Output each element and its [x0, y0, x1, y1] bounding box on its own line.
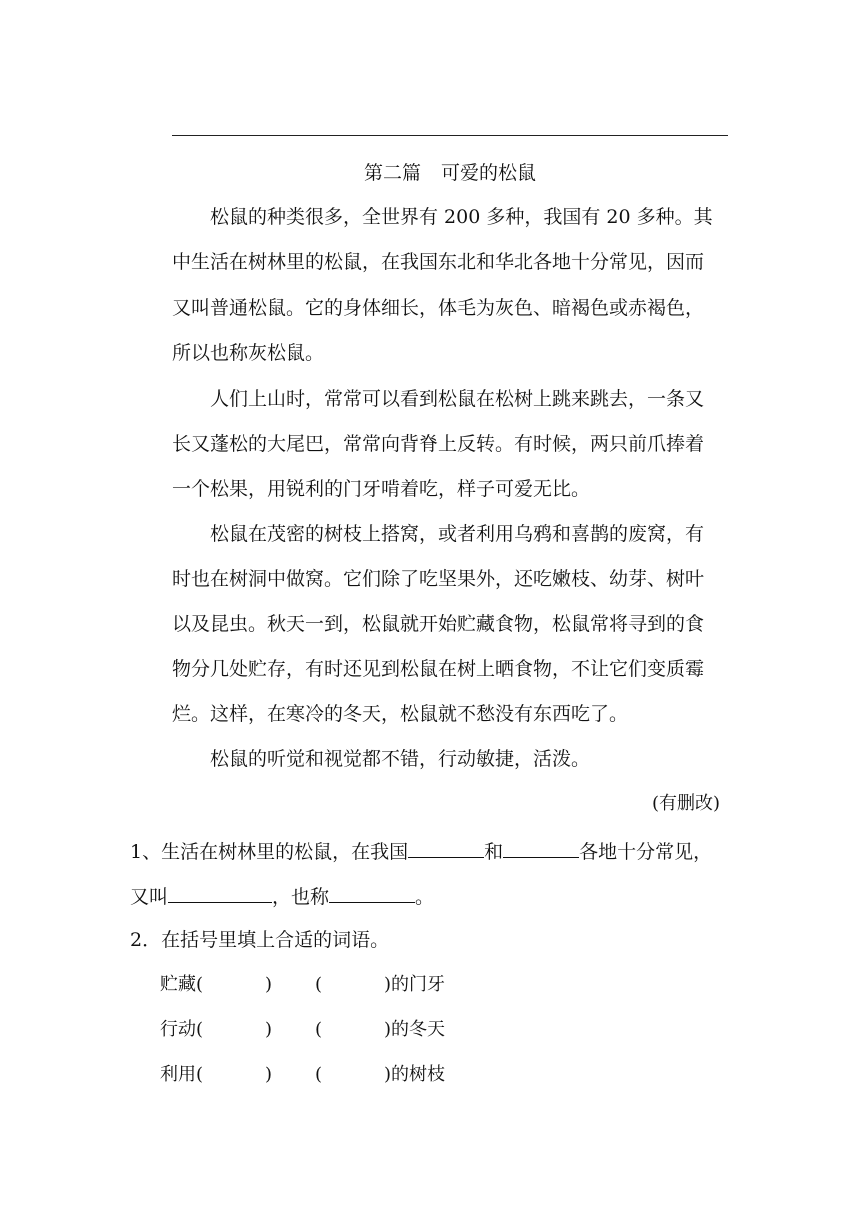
source-note: (有删改)	[651, 793, 720, 814]
q1-blank-2[interactable]	[503, 838, 579, 858]
q2-row-1	[160, 973, 445, 997]
p3-line-5: 烂。这样，在寒冷的冬天，松鼠就不愁没有东西吃了。	[172, 703, 629, 725]
q2-row-1-right: )的门牙	[384, 974, 446, 995]
q1-text-d: 又叫	[130, 886, 169, 908]
header-rule	[172, 135, 728, 136]
title-name: 可爱的松鼠	[441, 162, 537, 184]
question-1-line-1	[130, 838, 712, 864]
q1-blank-4[interactable]	[329, 883, 415, 903]
q2-row-1-open: (	[315, 974, 323, 995]
q1-text-c: 各地十分常见，	[579, 841, 713, 863]
q2-row-2-right: )的冬天	[384, 1019, 446, 1040]
q1-blank-3[interactable]	[168, 883, 272, 903]
q1-text-b: 和	[484, 841, 504, 863]
q1-text-f: 。	[415, 886, 435, 908]
q2-row-3-left: 利用(	[160, 1064, 204, 1085]
q1-text-a: 1、生活在树林里的松鼠，在我国	[130, 841, 409, 863]
passage-title	[172, 158, 728, 185]
q2-row-2-left: 行动(	[160, 1019, 204, 1040]
q2-row-2	[160, 1018, 445, 1042]
p2-line-1: 人们上山时，常常可以看到松鼠在松树上跳来跳去，一条又	[210, 388, 705, 410]
p3-line-4: 物分几处贮存，有时还见到松鼠在树上晒食物，不让它们变质霉	[172, 658, 705, 680]
question-1-line-2	[130, 883, 434, 909]
q1-text-e: ，也称	[272, 886, 330, 908]
p3-line-2: 时也在树洞中做窝。它们除了吃坚果外，还吃嫩枝、幼芽、树叶	[172, 568, 705, 590]
q2-row-1-close: )	[265, 974, 273, 995]
q2-row-3-close: )	[265, 1064, 273, 1085]
q2-row-2-close: )	[265, 1019, 273, 1040]
p1-line-1: 松鼠的种类很多，全世界有 200 多种，我国有 20 多种。其	[210, 206, 713, 228]
q2-row-2-open: (	[315, 1019, 323, 1040]
q2-row-3-open: (	[315, 1064, 323, 1085]
p3-line-1: 松鼠在茂密的树枝上搭窝，或者利用乌鸦和喜鹊的废窝，有	[210, 523, 705, 545]
p4-line-1: 松鼠的听觉和视觉都不错，行动敏捷，活泼。	[210, 748, 591, 770]
p1-line-4: 所以也称灰松鼠。	[172, 342, 325, 364]
q2-row-1-left: 贮藏(	[160, 974, 204, 995]
p1-line-3: 又叫普通松鼠。它的身体细长，体毛为灰色、暗褐色或赤褐色，	[172, 297, 705, 319]
title-part: 第二篇	[363, 162, 421, 184]
q2-row-3	[160, 1063, 445, 1087]
p2-line-3: 一个松果，用锐利的门牙啃着吃，样子可爱无比。	[172, 478, 591, 500]
p1-line-2: 中生活在树林里的松鼠，在我国东北和华北各地十分常见，因而	[172, 251, 705, 273]
q1-blank-1[interactable]	[408, 838, 484, 858]
question-2-prompt: 2．在括号里填上合适的词语。	[130, 929, 390, 951]
q2-row-3-right: )的树枝	[384, 1064, 446, 1085]
p3-line-3: 以及昆虫。秋天一到，松鼠就开始贮藏食物，松鼠常将寻到的食	[172, 613, 705, 635]
p2-line-2: 长又蓬松的大尾巴，常常向背脊上反转。有时候，两只前爪捧着	[172, 433, 705, 455]
